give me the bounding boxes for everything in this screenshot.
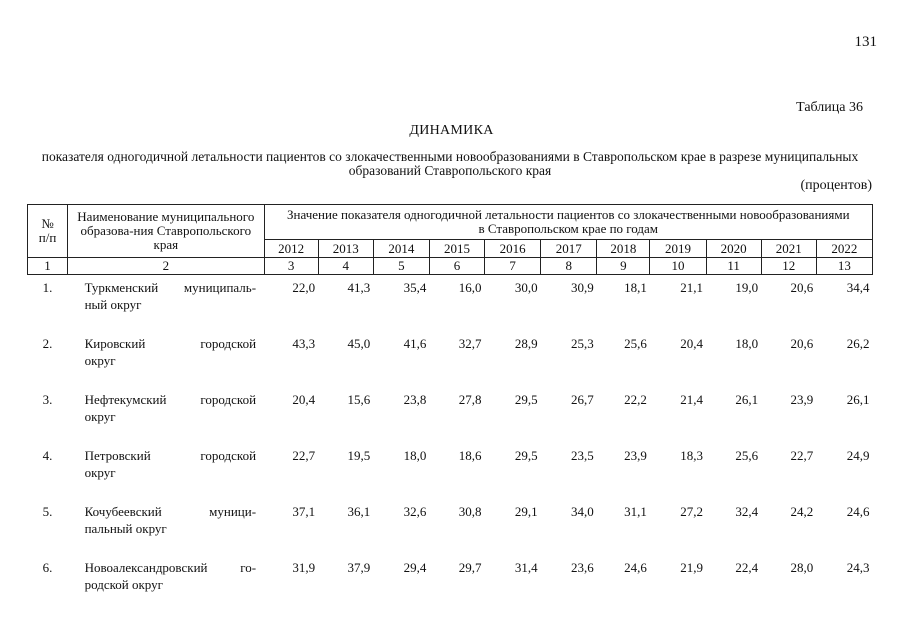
value-cell: 22,4: [735, 560, 759, 575]
value-cell: 27,2: [680, 504, 704, 519]
row-number: 4.: [42, 448, 53, 463]
value-cell: 28,9: [514, 336, 538, 351]
header-indicator-value: [264, 205, 872, 240]
value-cell: 30,8: [458, 504, 482, 519]
value-cell: 31,4: [514, 560, 538, 575]
year-header: 2022: [816, 240, 872, 258]
document-title: ДИНАМИКА: [409, 123, 494, 138]
value-cell: 37,9: [347, 560, 371, 575]
value-cell: 26,7: [571, 392, 594, 407]
value-cell: 27,8: [458, 392, 482, 407]
value-cell: 19,5: [347, 448, 371, 463]
year-header: 2018: [597, 240, 650, 258]
value-cell: 25,6: [624, 336, 647, 351]
column-index-cell: 9: [597, 258, 650, 275]
column-index-cell: 13: [816, 258, 872, 275]
value-cell: 24,9: [846, 448, 870, 463]
value-cell: 30,9: [571, 280, 594, 295]
page-number: 131: [854, 34, 877, 50]
municipality-name-line: Туркменский муниципаль-: [84, 280, 257, 295]
year-header: 2012: [264, 240, 318, 258]
value-cell: 41,3: [347, 280, 371, 295]
column-index-cell: 8: [541, 258, 597, 275]
value-cell: 32,4: [735, 504, 759, 519]
municipality-name-line: родской округ: [84, 577, 163, 592]
table-row: [28, 331, 873, 387]
value-cell: 20,6: [790, 280, 814, 295]
header-municipality-label: Наименование муниципального образова-ния Ставропольского края: [77, 209, 255, 252]
table-row: [28, 443, 873, 499]
table-row: [28, 275, 873, 332]
table-row: [28, 387, 873, 443]
column-index-cell: 12: [761, 258, 816, 275]
value-cell: 29,5: [514, 392, 538, 407]
value-cell: 25,3: [571, 336, 594, 351]
row-number: 6.: [42, 560, 53, 575]
column-index-cell: 5: [373, 258, 429, 275]
value-cell: 21,4: [680, 392, 704, 407]
year-header: 2017: [541, 240, 597, 258]
value-cell: 24,6: [846, 504, 870, 519]
value-cell: 30,0: [514, 280, 538, 295]
value-cell: 21,1: [680, 280, 704, 295]
municipality-name: [68, 555, 264, 611]
municipality-name-line: Кочубеевский муници-: [84, 504, 257, 519]
municipality-name-line: округ: [84, 409, 116, 424]
column-index-cell: 6: [429, 258, 484, 275]
value-cell: 31,9: [292, 560, 316, 575]
column-index-cell: 7: [485, 258, 541, 275]
value-cell: 23,5: [571, 448, 594, 463]
row-number: 3.: [42, 392, 53, 407]
value-cell: 34,4: [846, 280, 870, 295]
municipality-name-line: округ: [84, 465, 116, 480]
value-cell: 22,7: [790, 448, 814, 463]
value-cell: 20,4: [292, 392, 316, 407]
municipality-name-line: Новоалександровский го-: [84, 560, 257, 575]
municipality-name: [68, 443, 264, 499]
column-index-cell: 11: [706, 258, 761, 275]
value-cell: 23,6: [571, 560, 594, 575]
value-cell: 25,6: [735, 448, 759, 463]
units-note: (процентов): [800, 178, 872, 193]
municipality-name: [68, 499, 264, 555]
value-cell: 31,1: [624, 504, 647, 519]
value-cell: 26,2: [846, 336, 870, 351]
value-cell: 20,6: [790, 336, 814, 351]
value-cell: 18,0: [403, 448, 427, 463]
municipality-name: [68, 275, 264, 332]
value-cell: 18,3: [680, 448, 704, 463]
year-header: 2021: [761, 240, 816, 258]
column-index-cell: 1: [28, 258, 68, 275]
value-cell: 34,0: [571, 504, 594, 519]
value-cell: 29,7: [458, 560, 482, 575]
value-cell: 29,5: [514, 448, 538, 463]
municipality-name-line: пальный округ: [84, 521, 167, 536]
municipality-name-line: Нефтекумский городской: [84, 392, 257, 407]
value-cell: 21,9: [680, 560, 704, 575]
value-cell: 18,6: [458, 448, 482, 463]
value-cell: 36,1: [347, 504, 371, 519]
document-subtitle: показателя одногодичной летальности пациентов со злокачественными новообразованиями в Ставропольском крае в разрезе муниципальных образований Ставропольского края: [41, 149, 859, 178]
value-cell: 24,3: [846, 560, 870, 575]
row-number: 1.: [42, 280, 53, 295]
value-cell: 28,0: [790, 560, 814, 575]
value-cell: 24,2: [790, 504, 814, 519]
municipality-name-line: Кировский городской: [84, 336, 257, 351]
table-number: Таблица 36: [796, 100, 863, 115]
header-indicator-label: Значение показателя одногодичной летальности пациентов со злокачественными новообразованиями в Ставропольском крае по годам: [287, 207, 850, 236]
value-cell: 23,8: [403, 392, 427, 407]
value-cell: 37,1: [292, 504, 316, 519]
value-cell: 18,0: [735, 336, 759, 351]
header-number: [28, 205, 68, 258]
value-cell: 20,4: [680, 336, 704, 351]
value-cell: 45,0: [347, 336, 371, 351]
value-cell: 22,0: [292, 280, 316, 295]
column-index-cell: 2: [68, 258, 264, 275]
row-number: 2.: [42, 336, 53, 351]
year-header: 2015: [429, 240, 484, 258]
value-cell: 15,6: [347, 392, 371, 407]
header-municipality: [68, 205, 264, 258]
municipality-name-line: округ: [84, 353, 116, 368]
value-cell: 22,2: [624, 392, 647, 407]
value-cell: 18,1: [624, 280, 647, 295]
year-header: 2020: [706, 240, 761, 258]
value-cell: 35,4: [403, 280, 427, 295]
municipality-name: [68, 387, 264, 443]
value-cell: 22,7: [292, 448, 316, 463]
value-cell: 32,7: [458, 336, 482, 351]
column-index-cell: 4: [318, 258, 373, 275]
municipality-name-line: Петровский городской: [84, 448, 257, 463]
header-number-label: № п/п: [38, 216, 57, 245]
value-cell: 19,0: [735, 280, 759, 295]
year-header: 2013: [318, 240, 373, 258]
value-cell: 32,6: [403, 504, 427, 519]
table-row: [28, 555, 873, 611]
year-header: 2016: [485, 240, 541, 258]
data-table: [27, 204, 873, 611]
municipality-name: [68, 331, 264, 387]
value-cell: 29,4: [403, 560, 427, 575]
municipality-name-line: ный округ: [84, 297, 142, 312]
value-cell: 23,9: [624, 448, 647, 463]
value-cell: 23,9: [790, 392, 814, 407]
value-cell: 26,1: [735, 392, 759, 407]
table-row: [28, 499, 873, 555]
value-cell: 26,1: [846, 392, 870, 407]
year-header: 2019: [650, 240, 706, 258]
value-cell: 16,0: [458, 280, 482, 295]
column-index-cell: 10: [650, 258, 706, 275]
row-number: 5.: [42, 504, 53, 519]
column-index-cell: 3: [264, 258, 318, 275]
year-header: 2014: [373, 240, 429, 258]
value-cell: 43,3: [292, 336, 316, 351]
value-cell: 29,1: [514, 504, 538, 519]
value-cell: 24,6: [624, 560, 647, 575]
value-cell: 41,6: [403, 336, 427, 351]
